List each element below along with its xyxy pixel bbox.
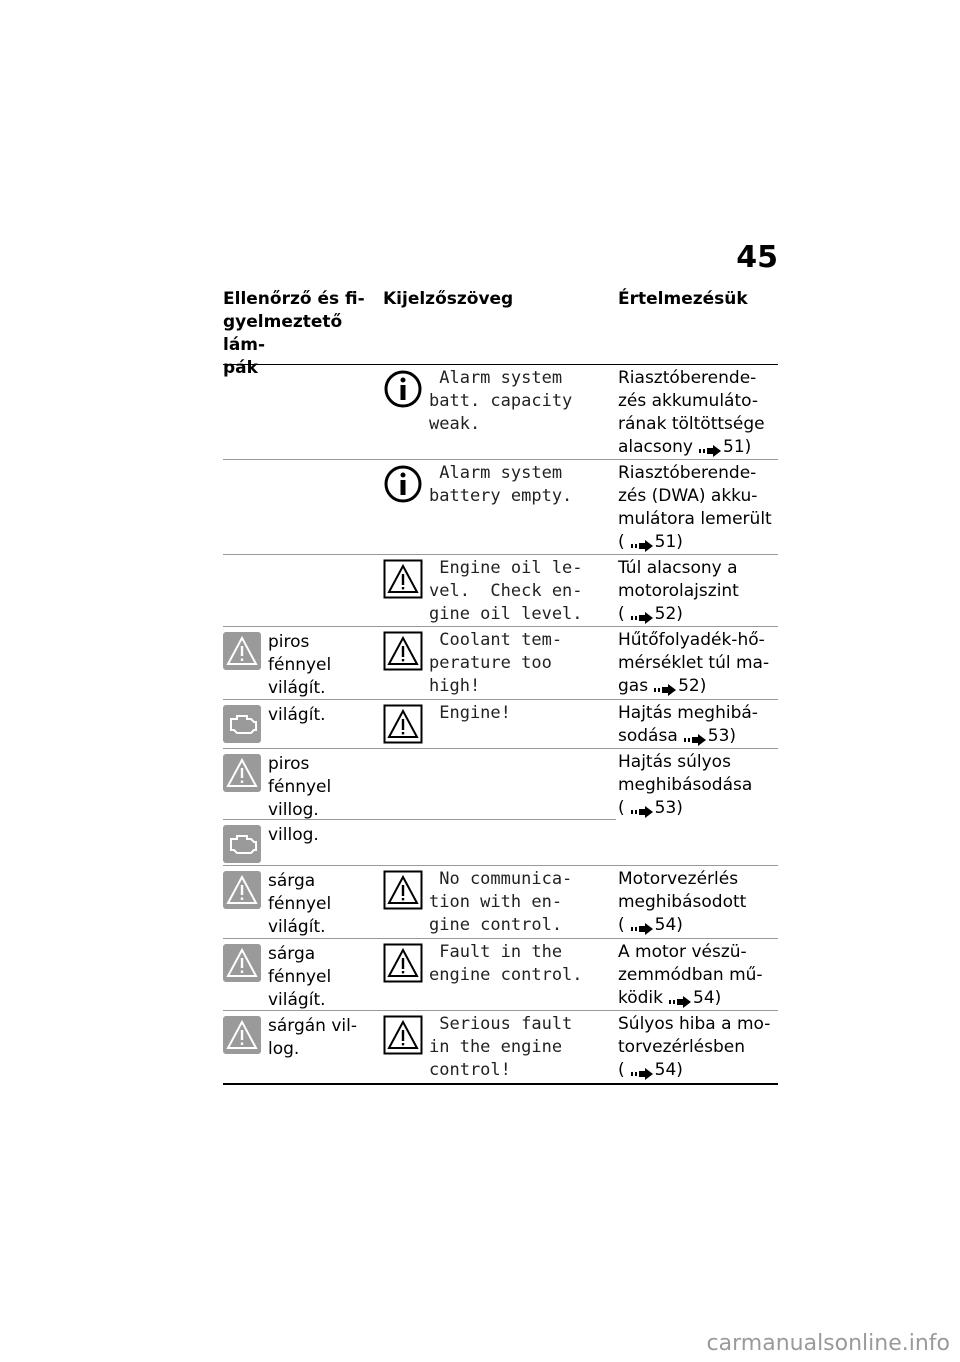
page-number: 45 <box>736 240 778 275</box>
warning-triangle-icon <box>223 632 261 670</box>
display-text: Serious fault in the engine control! <box>429 1014 573 1080</box>
warning-triangle-icon <box>383 704 423 744</box>
header-display-text: Kijelzőszöveg <box>383 289 514 309</box>
table-row <box>223 365 778 460</box>
lamp-state: piros fénnyel villog. <box>268 754 332 820</box>
meaning: Motorvezérlés meghibásodott ( 54) <box>618 869 747 935</box>
meaning: Hajtás meghibá- sodása 53) <box>618 703 758 746</box>
watermark: carmanualsonline.info <box>706 1331 950 1356</box>
table-row <box>223 749 778 866</box>
warning-triangle-icon <box>383 943 423 983</box>
display-text: No communica- tion with en- gine control. <box>429 869 573 935</box>
table-row <box>223 939 778 1011</box>
reference-arrow-icon <box>654 680 676 692</box>
divider <box>223 819 616 820</box>
meaning: Túl alacsony a motorolajszint ( 52) <box>618 558 739 624</box>
display-text: Coolant tem- perature too high! <box>429 630 563 696</box>
display-text: Alarm system battery empty. <box>429 463 573 506</box>
reference-arrow-icon <box>699 441 721 453</box>
engine-icon <box>223 825 261 863</box>
lamp-state: sárgán vil- log. <box>268 1016 357 1059</box>
table-row <box>223 700 778 749</box>
lamp-state: piros fénnyel világít. <box>268 632 332 698</box>
lamp-state: sárga fénnyel világít. <box>268 871 332 937</box>
info-icon <box>383 369 423 409</box>
meaning: Súlyos hiba a mo- torvezérlésben ( 54) <box>618 1014 771 1080</box>
warning-triangle-icon <box>223 754 261 792</box>
display-text: Engine! <box>429 703 511 723</box>
warning-triangle-icon <box>383 631 423 671</box>
reference-arrow-icon <box>631 802 653 814</box>
warning-triangle-icon <box>223 1016 261 1054</box>
reference-arrow-icon <box>631 536 653 548</box>
warning-triangle-icon <box>383 559 423 599</box>
meaning: Riasztóberende- zés (DWA) akku- mulátora lemerült ( 51) <box>618 463 772 552</box>
table-row <box>223 1011 778 1085</box>
header-meaning: Értelmezésük <box>618 289 748 309</box>
warning-triangle-icon <box>223 871 261 909</box>
warning-triangle-icon <box>223 944 261 982</box>
info-icon <box>383 464 423 504</box>
reference-arrow-icon <box>631 919 653 931</box>
table-row <box>223 555 778 627</box>
meaning: Hűtőfolyadék-hő- mérséklet túl ma- gas 52) <box>618 630 770 696</box>
meaning: Hajtás súlyos meghibásodása ( 53) <box>618 752 753 818</box>
reference-arrow-icon <box>631 1064 653 1076</box>
meaning: Riasztóberende- zés akkumuláto- rának töltöttsége alacsony 51) <box>618 368 765 457</box>
meaning: A motor vészü- zemmódban mű- ködik 54) <box>618 942 763 1008</box>
display-text: Fault in the engine control. <box>429 942 583 985</box>
display-text: Engine oil le- vel. Check en- gine oil level. <box>429 558 583 624</box>
reference-arrow-icon <box>669 992 691 1004</box>
warning-triangle-icon <box>383 1015 423 1055</box>
display-text: Alarm system batt. capacity weak. <box>429 368 573 434</box>
lamp-state: világít. <box>268 705 326 725</box>
table-row <box>223 866 778 939</box>
reference-arrow-icon <box>684 730 706 742</box>
engine-icon <box>223 705 261 743</box>
table-row <box>223 627 778 700</box>
lamp-state: sárga fénnyel világít. <box>268 944 332 1010</box>
header-lamps: Ellenőrző és fi- gyelmeztető lám- pák <box>223 289 365 378</box>
reference-arrow-icon <box>631 608 653 620</box>
table-header <box>223 288 778 378</box>
warning-triangle-icon <box>383 870 423 910</box>
lamp-state: villog. <box>268 825 319 845</box>
table-row <box>223 460 778 555</box>
warning-table <box>223 288 778 1085</box>
